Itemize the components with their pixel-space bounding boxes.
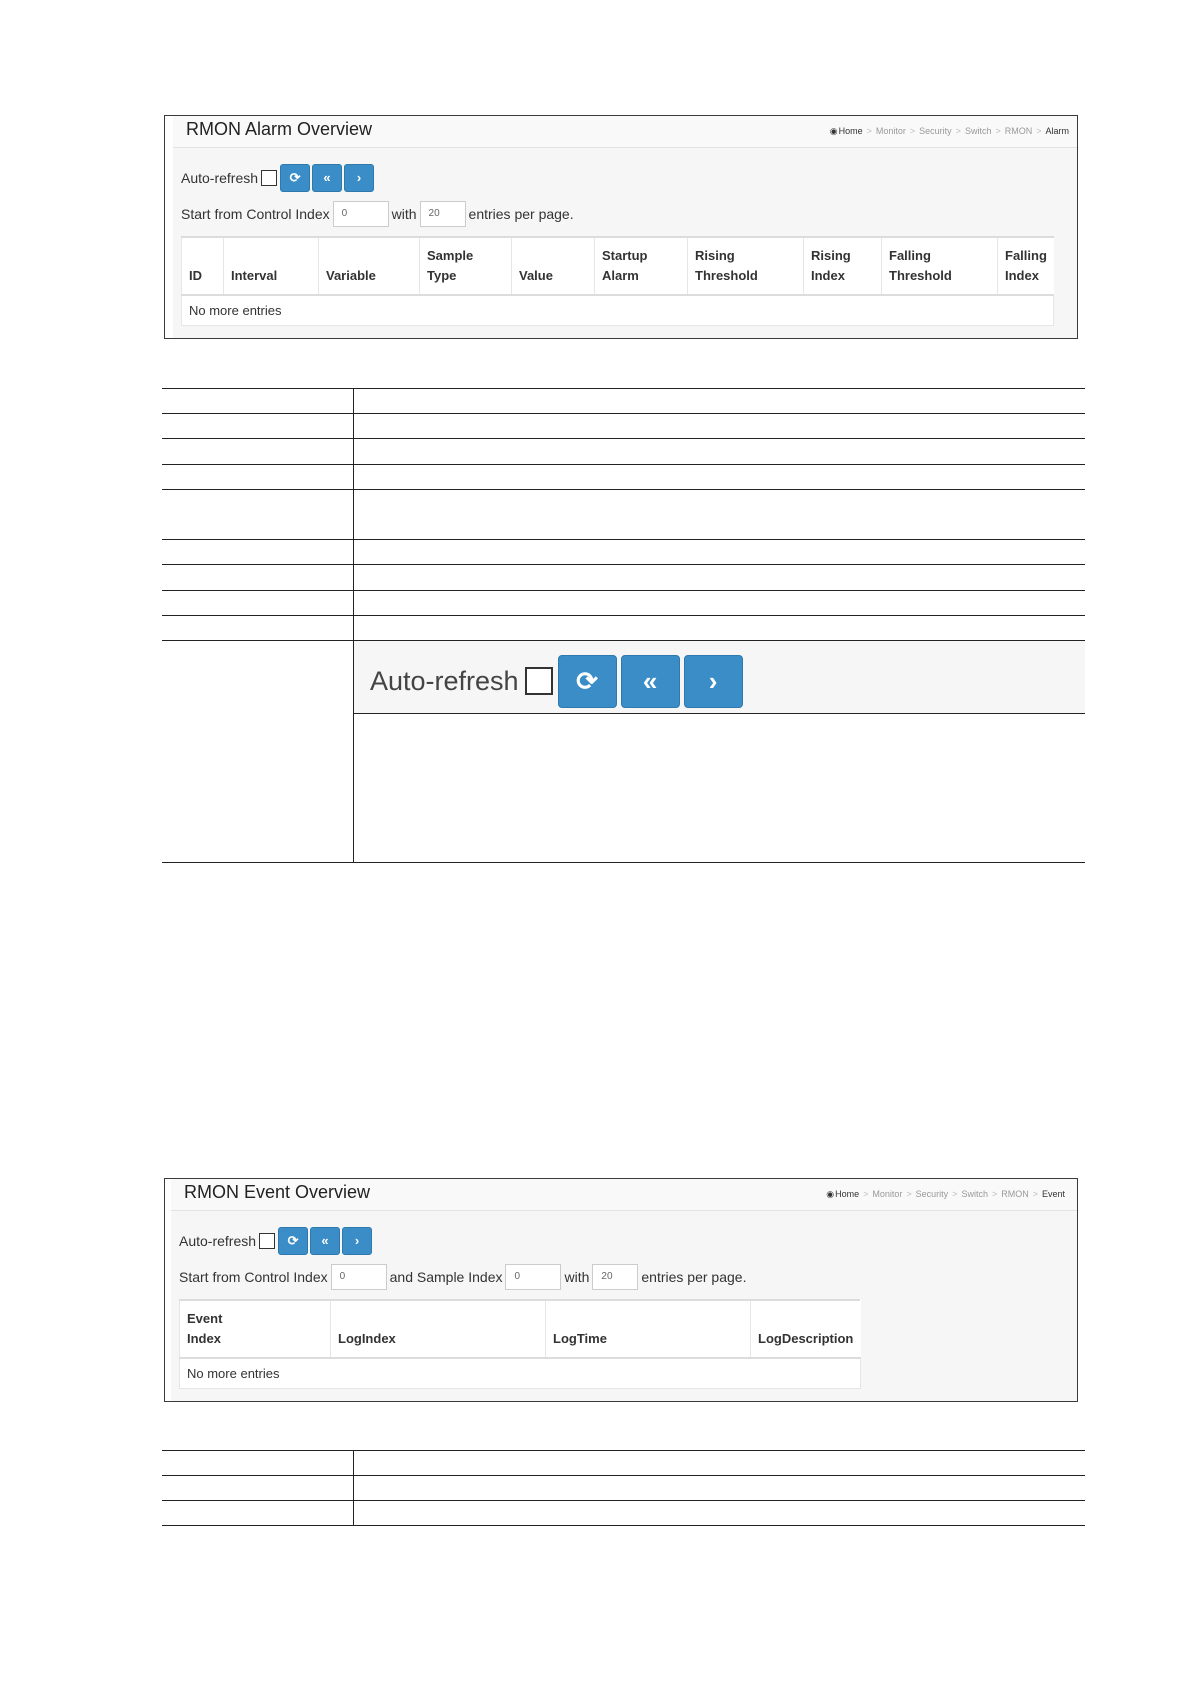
breadcrumb-alarm: Alarm: [1045, 126, 1069, 136]
alarm-description-table: [162, 388, 1085, 862]
column-divider: [353, 388, 354, 862]
breadcrumb-security[interactable]: Security: [919, 126, 952, 136]
table-row: [162, 1500, 1085, 1501]
empty-row-text: No more entries: [180, 1358, 861, 1389]
double-chevron-left-icon: «: [321, 1233, 329, 1248]
panel-body: [173, 116, 1077, 338]
table-bottom-border: [162, 1525, 1085, 1526]
chevron-right-icon: ›: [356, 170, 362, 185]
event-description-table: [162, 1450, 1085, 1526]
sample-index-label: and Sample Index: [389, 1269, 503, 1285]
start-index-input[interactable]: 0: [333, 201, 389, 227]
col-id: ID: [182, 237, 224, 295]
breadcrumb-switch[interactable]: Switch: [961, 1189, 988, 1199]
chevron-right-icon: ›: [708, 665, 718, 696]
col-interval: Interval: [224, 237, 319, 295]
table-row: [162, 539, 1085, 540]
auto-refresh-checkbox[interactable]: [259, 1233, 275, 1249]
entries-per-page-input[interactable]: 20: [592, 1264, 638, 1290]
table-row: [162, 590, 1085, 591]
refresh-button[interactable]: [278, 1227, 308, 1255]
breadcrumb-separator-icon: >: [909, 126, 916, 136]
panel-body: [171, 1179, 1077, 1401]
home-icon: ◉: [829, 126, 838, 136]
col-rising-index: Rising Index: [804, 237, 882, 295]
refresh-button[interactable]: [558, 655, 617, 708]
breadcrumb-separator-icon: >: [906, 1189, 912, 1199]
breadcrumb-event: Event: [1041, 1189, 1065, 1199]
panel-header: [171, 1179, 1077, 1211]
refresh-icon: ⟳: [287, 1233, 299, 1248]
first-page-button[interactable]: [621, 655, 680, 708]
event-table: [179, 1299, 861, 1389]
refresh-controls: [179, 1227, 374, 1255]
refresh-controls: [181, 164, 376, 192]
breadcrumb-home[interactable]: Home: [838, 126, 863, 136]
breadcrumb-separator-icon: >: [863, 1189, 869, 1199]
first-page-button[interactable]: [310, 1227, 340, 1255]
first-page-button[interactable]: [312, 164, 342, 192]
page-title: RMON Alarm Overview: [186, 119, 373, 139]
breadcrumb-rmon[interactable]: RMON: [1004, 126, 1033, 136]
table-header-row: [180, 1300, 861, 1358]
entries-per-page-label: entries per page.: [641, 1269, 747, 1285]
col-value: Value: [512, 237, 595, 295]
breadcrumb-separator-icon: >: [866, 126, 872, 136]
refresh-icon: ⟳: [576, 665, 598, 696]
table-bottom-border: [162, 862, 1085, 863]
breadcrumb-separator-icon: >: [955, 126, 961, 136]
table-header-row: [182, 237, 1054, 295]
auto-refresh-checkbox[interactable]: [261, 170, 277, 186]
next-page-button[interactable]: [342, 1227, 372, 1255]
next-page-button[interactable]: [684, 655, 743, 708]
table-row: [162, 489, 1085, 490]
with-label: with: [564, 1269, 590, 1285]
refresh-button[interactable]: [280, 164, 310, 192]
start-index-input[interactable]: 0: [331, 1264, 387, 1290]
rmon-event-panel: [164, 1178, 1078, 1402]
sample-index-input[interactable]: 0: [505, 1264, 561, 1290]
col-falling-threshold: Falling Threshold: [882, 237, 998, 295]
breadcrumb-monitor[interactable]: Monitor: [875, 126, 906, 136]
breadcrumb-home[interactable]: Home: [835, 1189, 860, 1199]
start-index-label: Start from Control Index: [179, 1269, 328, 1285]
paging-controls: [179, 1263, 746, 1291]
double-chevron-left-icon: «: [323, 170, 331, 185]
breadcrumb-separator-icon: >: [952, 1189, 958, 1199]
table-row: [162, 438, 1085, 439]
col-log-index: LogIndex: [331, 1300, 546, 1358]
refresh-controls: [370, 654, 747, 708]
table-row: [180, 1358, 861, 1389]
breadcrumb-rmon[interactable]: RMON: [1001, 1189, 1029, 1199]
home-icon: ◉: [826, 1189, 835, 1199]
entries-per-page-label: entries per page.: [468, 206, 574, 222]
col-log-time: LogTime: [546, 1300, 751, 1358]
col-variable: Variable: [319, 237, 420, 295]
table-row: [162, 413, 1085, 414]
col-event-index: Event Index: [180, 1300, 331, 1358]
alarm-table: [181, 236, 1054, 326]
column-divider: [353, 1450, 354, 1526]
entries-per-page-input[interactable]: 20: [420, 201, 466, 227]
table-row: [162, 388, 1085, 389]
with-label: with: [391, 206, 417, 222]
breadcrumb: [826, 1189, 1065, 1200]
col-sample-type: Sample Type: [420, 237, 512, 295]
col-log-description: LogDescription: [751, 1300, 861, 1358]
breadcrumb-separator-icon: >: [1036, 126, 1042, 136]
breadcrumb-separator-icon: >: [995, 126, 1001, 136]
auto-refresh-label: Auto-refresh: [181, 170, 259, 186]
col-rising-threshold: Rising Threshold: [688, 237, 804, 295]
table-row: [162, 1450, 1085, 1451]
breadcrumb-monitor[interactable]: Monitor: [872, 1189, 903, 1199]
table-row: [182, 295, 1054, 326]
table-row: [162, 615, 1085, 616]
page-title: RMON Event Overview: [184, 1182, 371, 1202]
table-row: [162, 564, 1085, 565]
paging-controls: [181, 200, 574, 228]
start-index-label: Start from Control Index: [181, 206, 330, 222]
col-startup-alarm: Startup Alarm: [595, 237, 688, 295]
breadcrumb-separator-icon: >: [1032, 1189, 1038, 1199]
auto-refresh-label: Auto-refresh: [179, 1233, 257, 1249]
next-page-button[interactable]: [344, 164, 374, 192]
breadcrumb: [830, 126, 1069, 137]
panel-header: [173, 116, 1077, 148]
col-falling-index: Falling Index: [998, 237, 1054, 295]
refresh-icon: ⟳: [289, 170, 301, 185]
rmon-alarm-panel: [164, 115, 1078, 339]
table-row: [162, 464, 1085, 465]
auto-refresh-label: Auto-refresh: [370, 665, 519, 696]
breadcrumb-switch[interactable]: Switch: [964, 126, 992, 136]
double-chevron-left-icon: «: [642, 665, 658, 696]
auto-refresh-checkbox[interactable]: [525, 667, 553, 695]
empty-row-text: No more entries: [182, 295, 1054, 326]
enlarged-refresh-controls: [354, 641, 1085, 714]
breadcrumb-security[interactable]: Security: [915, 1189, 949, 1199]
breadcrumb-separator-icon: >: [991, 1189, 998, 1199]
table-row: [162, 1475, 1085, 1476]
chevron-right-icon: ›: [354, 1233, 360, 1248]
